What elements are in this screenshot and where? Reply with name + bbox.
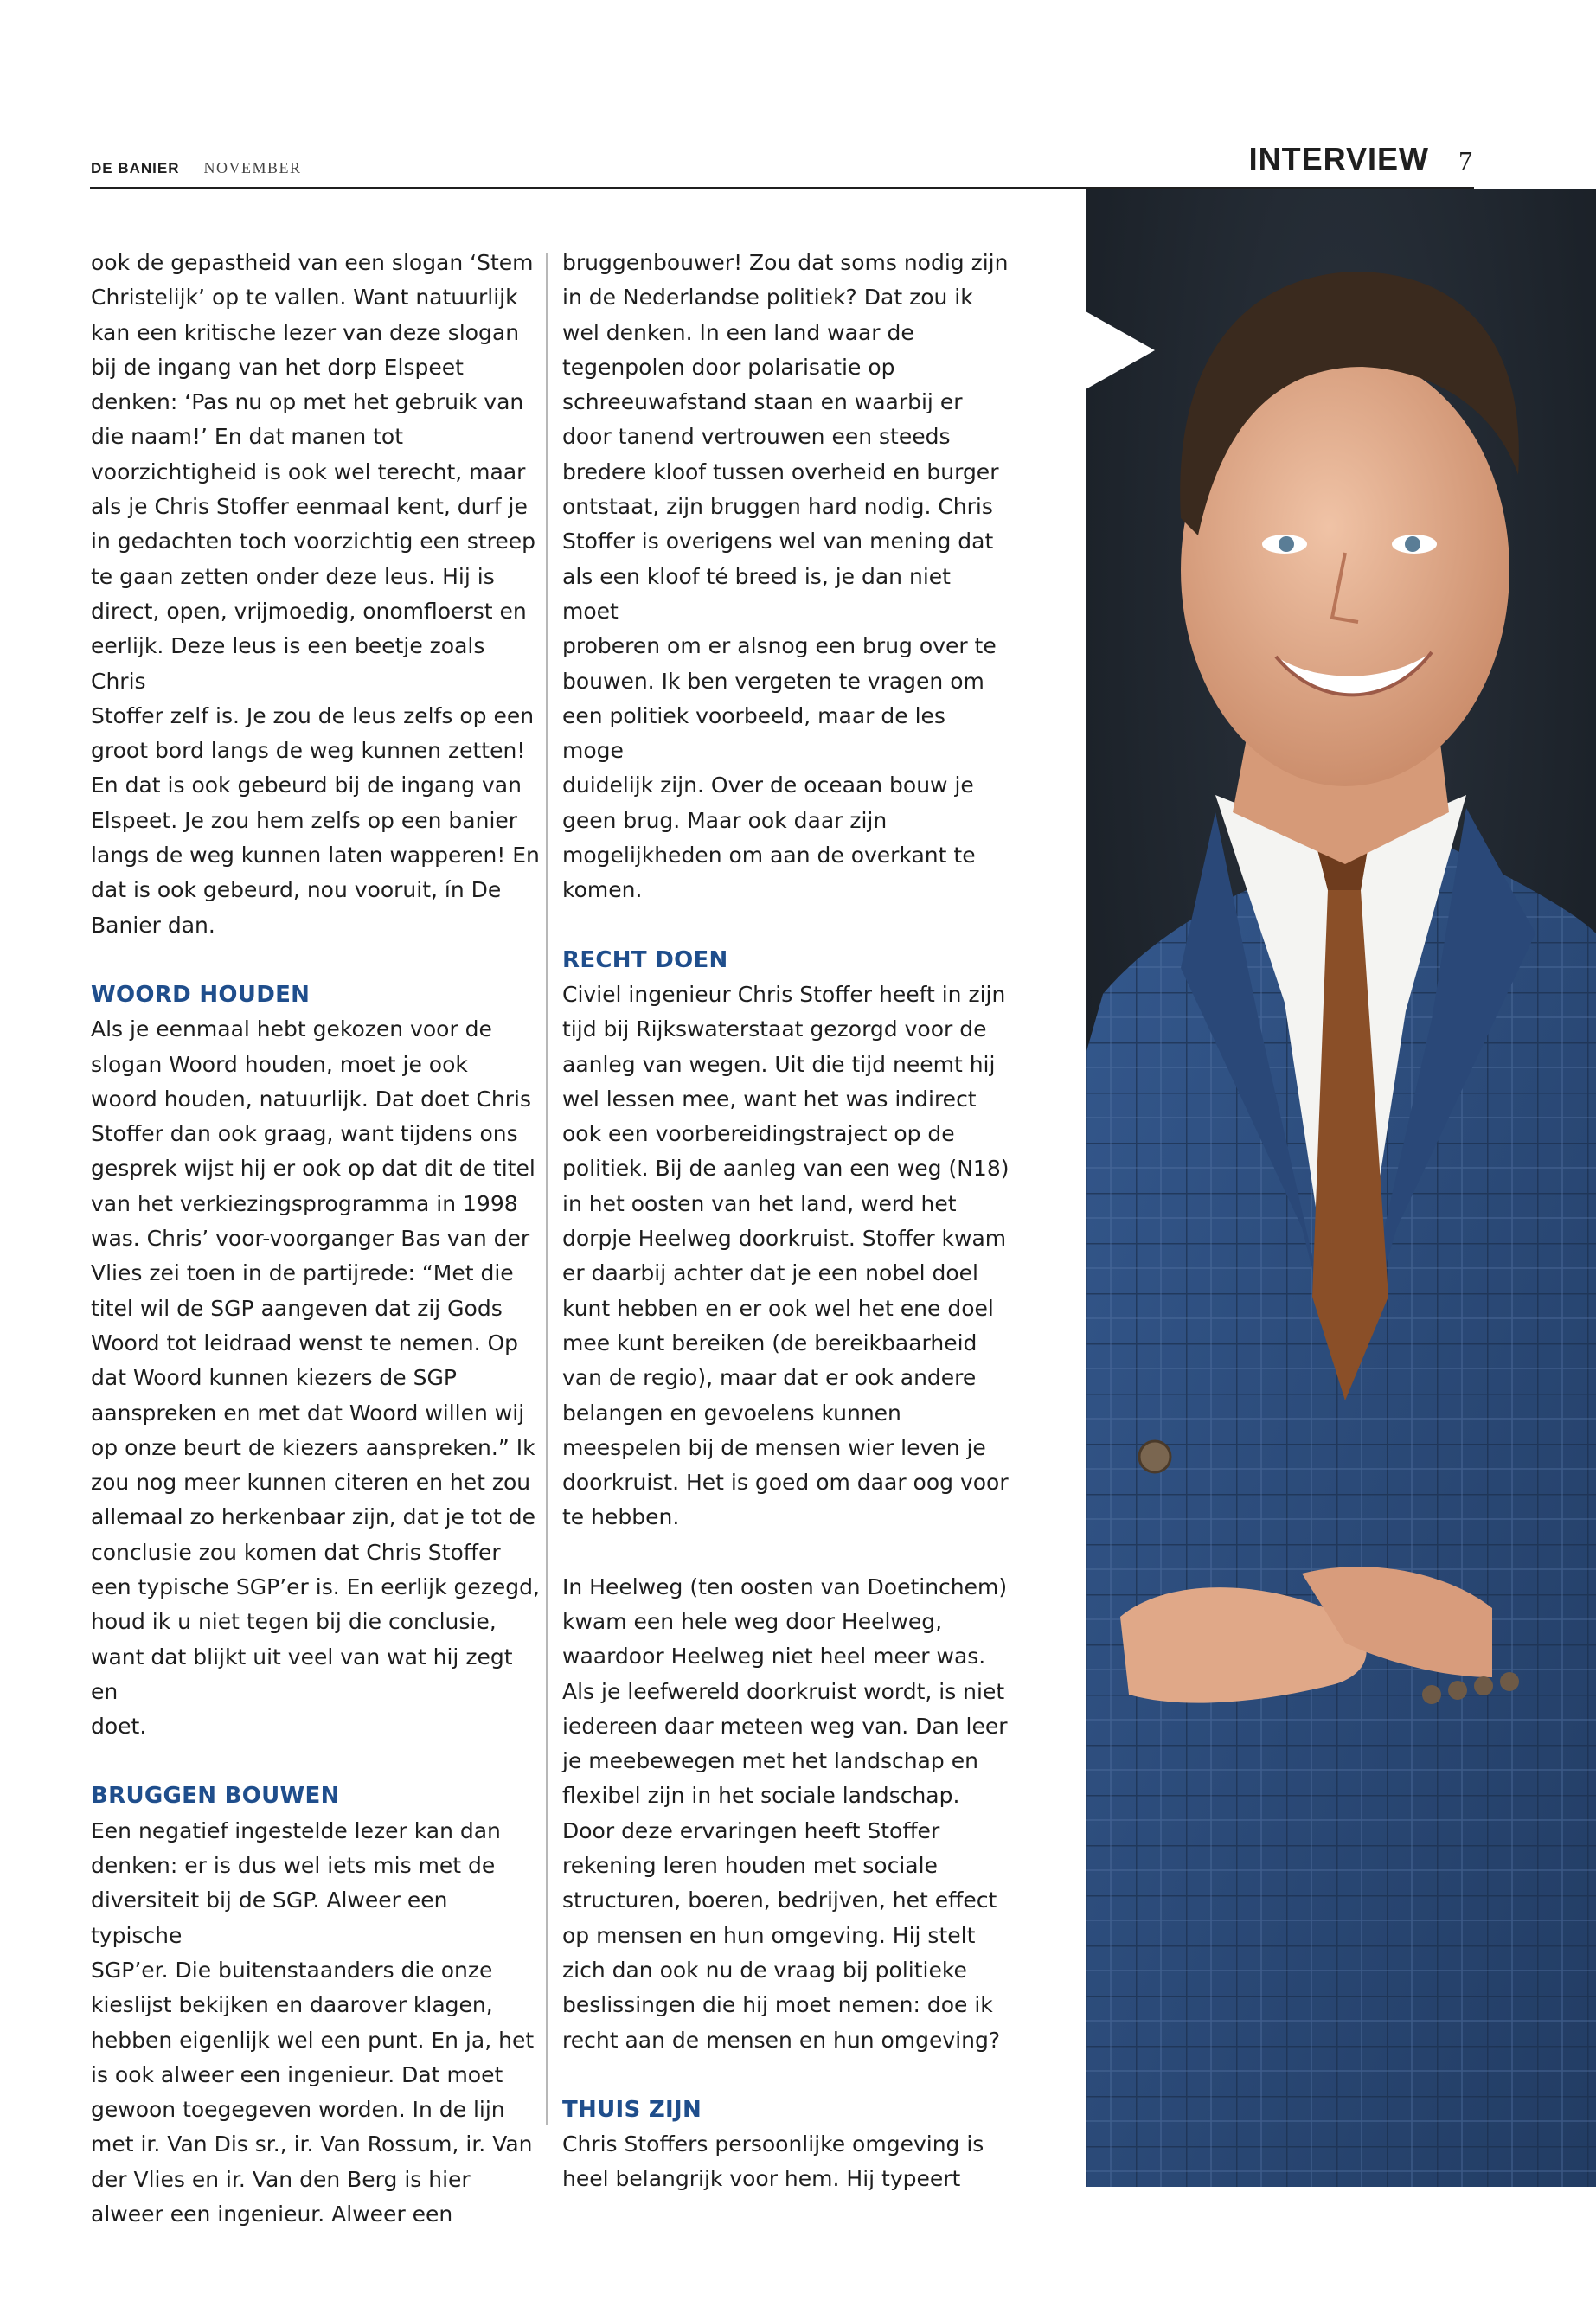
text-line: door tanend vertrouwen een steeds (562, 424, 951, 450)
text-line: recht aan de mensen en hun omgeving? (562, 2027, 1001, 2053)
text-line: denken: ‘Pas nu op met het gebruik van (91, 389, 524, 415)
page-number: 7 (1458, 145, 1472, 176)
text-line: komen. (562, 877, 643, 903)
text-line: Stoffer zelf is. Je zou de leus zelfs op een (91, 702, 535, 728)
text-line: kieslijst bekijken en daarover klagen, (91, 1992, 493, 2018)
text-line: dat is ook gebeurd, nou vooruit, ín De (91, 877, 502, 903)
text-line: houd ik u niet tegen bij die conclusie, (91, 1609, 497, 1635)
text-line: hebben eigenlijk wel een punt. En ja, het (91, 2027, 535, 2053)
text-line: Christelijk’ op te vallen. Want natuurlijk (91, 285, 518, 311)
text-line: politiek. Bij de aanleg van een weg (N18) (562, 1156, 1010, 1182)
text-line: duidelijk zijn. Over de oceaan bouw je (562, 772, 974, 798)
text-line: Stoffer is overigens wel van mening dat (562, 529, 994, 554)
photo-notch-arrow (1086, 311, 1155, 389)
text-line: eerlijk. Deze leus is een beetje zoals Chris (91, 633, 485, 694)
text-line: met ir. Van Dis sr., ir. Van Rossum, ir. Van (91, 2131, 533, 2157)
text-line: in de Nederlandse politiek? Dat zou ik (562, 285, 973, 311)
text-line: wel denken. In een land waar de (562, 319, 914, 345)
text-line: in gedachten toch voorzichtig een streep (91, 529, 536, 554)
text-line: der Vlies en ir. Van den Berg is hier (91, 2166, 471, 2192)
text-line: titel wil de SGP aangeven dat zij Gods (91, 1295, 503, 1321)
publication-name: DE BANIER (91, 160, 180, 176)
text-line: als je Chris Stoffer eenmaal kent, durf je (91, 494, 528, 520)
text-line: belangen en gevoelens kunnen (562, 1400, 901, 1426)
portrait-photo (1086, 189, 1596, 2187)
text-line: direct, open, vrijmoedig, onomfloerst en (91, 598, 527, 624)
text-line: En dat is ook gebeurd bij de ingang van (91, 772, 522, 798)
text-line: van de regio), maar dat er ook andere (562, 1365, 977, 1391)
text-line: Woord tot leidraad wenst te nemen. Op (91, 1330, 519, 1356)
text-line: dat Woord kunnen kiezers de SGP (91, 1365, 457, 1391)
text-line: Elspeet. Je zou hem zelfs op een banier (91, 807, 518, 833)
text-line: je meebewegen met het landschap en (562, 1748, 978, 1774)
paragraph (562, 246, 1012, 908)
text-line: structuren, boeren, bedrijven, het effect (562, 1888, 997, 1913)
paragraph (562, 1570, 1012, 2058)
text-line: diversiteit bij de SGP. Alweer een typische (91, 1888, 448, 1948)
text-line: Civiel ingenieur Chris Stoffer heeft in zijn (562, 981, 1006, 1007)
text-line: van het verkiezingsprogramma in 1998 (91, 1190, 518, 1216)
text-line: In Heelweg (ten oosten van Doetinchem) (562, 1574, 1008, 1599)
text-line: mee kunt bereiken (de bereikbaarheid (562, 1330, 977, 1356)
text-line: als een kloof té breed is, je dan niet moet (562, 563, 951, 624)
text-line: alweer een ingenieur. Alweer een (91, 2202, 453, 2227)
text-line: aanleg van wegen. Uit die tijd neemt hij (562, 1051, 996, 1077)
text-line: waardoor Heelweg niet heel meer was. (562, 1644, 986, 1670)
text-line: heel belangrijk voor hem. Hij typeert (562, 2166, 961, 2192)
text-line: die naam!’ En dat manen tot (91, 424, 404, 450)
text-line: allemaal zo herkenbaar zijn, dat je tot de (91, 1504, 535, 1530)
text-line: slogan Woord houden, moet je ook (91, 1051, 468, 1077)
column-divider (546, 253, 548, 2125)
text-line: Chris Stoffers persoonlijke omgeving is (562, 2131, 984, 2157)
text-line: denken: er is dus wel iets mis met de (91, 1853, 496, 1879)
text-line: bredere kloof tussen overheid en burger (562, 458, 999, 484)
text-line: woord houden, natuurlijk. Dat doet Chris (91, 1086, 531, 1112)
text-line: kwam een hele weg door Heelweg, (562, 1608, 943, 1634)
text-line: geen brug. Maar ook daar zijn (562, 807, 888, 833)
subheading-recht-doen: RECHT DOEN (562, 946, 728, 973)
text-line: zou nog meer kunnen citeren en het zou (91, 1470, 531, 1496)
text-column-1 (91, 246, 541, 2232)
subheading-bruggen-bouwen: BRUGGEN BOUWEN (91, 1783, 340, 1810)
text-line: zich dan ook nu de vraag bij politieke (562, 1957, 967, 1983)
text-line: meespelen bij de mensen wier leven je (562, 1434, 986, 1460)
paragraph (91, 1012, 541, 1744)
paragraph (91, 1814, 541, 2233)
issue-month: NOVEMBER (203, 159, 302, 176)
text-line: op mensen en hun omgeving. Hij stelt (562, 1922, 976, 1948)
text-line: er daarbij achter dat je een nobel doel (562, 1260, 978, 1286)
section-title: INTERVIEW (1248, 141, 1429, 176)
text-line: want dat blijkt uit veel van wat hij zegt en (91, 1644, 513, 1704)
text-line: rekening leren houden met sociale (562, 1853, 938, 1879)
text-line: bij de ingang van het dorp Elspeet (91, 354, 464, 380)
text-line: bouwen. Ik ben vergeten te vragen om (562, 668, 984, 694)
text-line: aanspreken en met dat Woord willen wij (91, 1400, 525, 1426)
text-line: was. Chris’ voor-voorganger Bas van der (91, 1226, 530, 1252)
text-line: proberen om er alsnog een brug over te (562, 633, 997, 659)
text-line: gewoon toegegeven worden. In de lijn (91, 2097, 505, 2123)
text-line: ontstaat, zijn bruggen hard nodig. Chris (562, 494, 993, 520)
text-line: dorpje Heelweg doorkruist. Stoffer kwam (562, 1226, 1007, 1252)
text-line: langs de weg kunnen laten wapperen! En (91, 843, 540, 868)
text-line: kan een kritische lezer van deze slogan (91, 319, 520, 345)
text-line: doet. (91, 1714, 147, 1740)
text-line: bruggenbouwer! Zou dat soms nodig zijn (562, 250, 1009, 275)
text-line: tijd bij Rijkswaterstaat gezorgd voor de (562, 1016, 987, 1042)
text-line: beslissingen die hij moet nemen: doe ik (562, 1992, 993, 2018)
text-line: mogelijkheden om aan de overkant te (562, 843, 976, 868)
text-line: groot bord langs de weg kunnen zetten! (91, 738, 526, 764)
text-line: Als je eenmaal hebt gekozen voor de (91, 1016, 492, 1042)
text-line: iedereen daar meteen weg van. Dan leer (562, 1713, 1008, 1739)
text-line: gesprek wijst hij er ook op dat dit de titel (91, 1156, 535, 1182)
paragraph (562, 977, 1012, 1535)
text-line: een politiek voorbeeld, maar de les moge (562, 702, 945, 764)
text-line: conclusie zou komen dat Chris Stoffer (91, 1539, 501, 1565)
text-line: Door deze ervaringen heeft Stoffer (562, 1817, 940, 1843)
text-line: te gaan zetten onder deze leus. Hij is (91, 563, 495, 589)
text-line: een typische SGP’er is. En eerlijk gezegd, (91, 1574, 540, 1599)
text-line: kunt hebben en er ook wel het ene doel (562, 1295, 994, 1321)
subheading-woord-houden: WOORD HOUDEN (91, 981, 311, 1008)
text-line: SGP’er. Die buitenstaanders die onze (91, 1957, 493, 1983)
text-line: Stoffer dan ook graag, want tijdens ons (91, 1121, 518, 1147)
text-line: schreeuwafstand staan en waarbij er (562, 389, 963, 415)
subheading-thuis-zijn: THUIS ZIJN (562, 2096, 702, 2123)
text-line: Vlies zei toen in de partijrede: “Met die (91, 1260, 514, 1286)
masthead (91, 159, 302, 177)
text-line: te hebben. (562, 1504, 680, 1530)
text-line: in het oosten van het land, werd het (562, 1190, 957, 1216)
text-column-2 (562, 246, 1012, 2197)
text-line: Een negatief ingestelde lezer kan dan (91, 1817, 501, 1843)
text-line: flexibel zijn in het sociale landschap. (562, 1783, 960, 1809)
text-line: ook de gepastheid van een slogan ‘Stem (91, 250, 534, 275)
page-header (0, 0, 1596, 190)
text-line: is ook alweer een ingenieur. Dat moet (91, 2061, 503, 2087)
text-line: Als je leefwereld doorkruist wordt, is niet (562, 1678, 1005, 1704)
text-line: tegenpolen door polarisatie op (562, 354, 895, 380)
text-line: op onze beurt de kiezers aanspreken.” Ik (91, 1434, 535, 1460)
paragraph (562, 2127, 1012, 2197)
text-line: voorzichtigheid is ook wel terecht, maar (91, 458, 526, 484)
text-line: doorkruist. Het is goed om daar oog voor (562, 1470, 1009, 1496)
text-line: ook een voorbereidingstraject op de (562, 1121, 955, 1147)
text-line: Banier dan. (91, 912, 215, 938)
text-line: wel lessen mee, want het was indirect (562, 1086, 977, 1112)
paragraph (91, 246, 541, 943)
